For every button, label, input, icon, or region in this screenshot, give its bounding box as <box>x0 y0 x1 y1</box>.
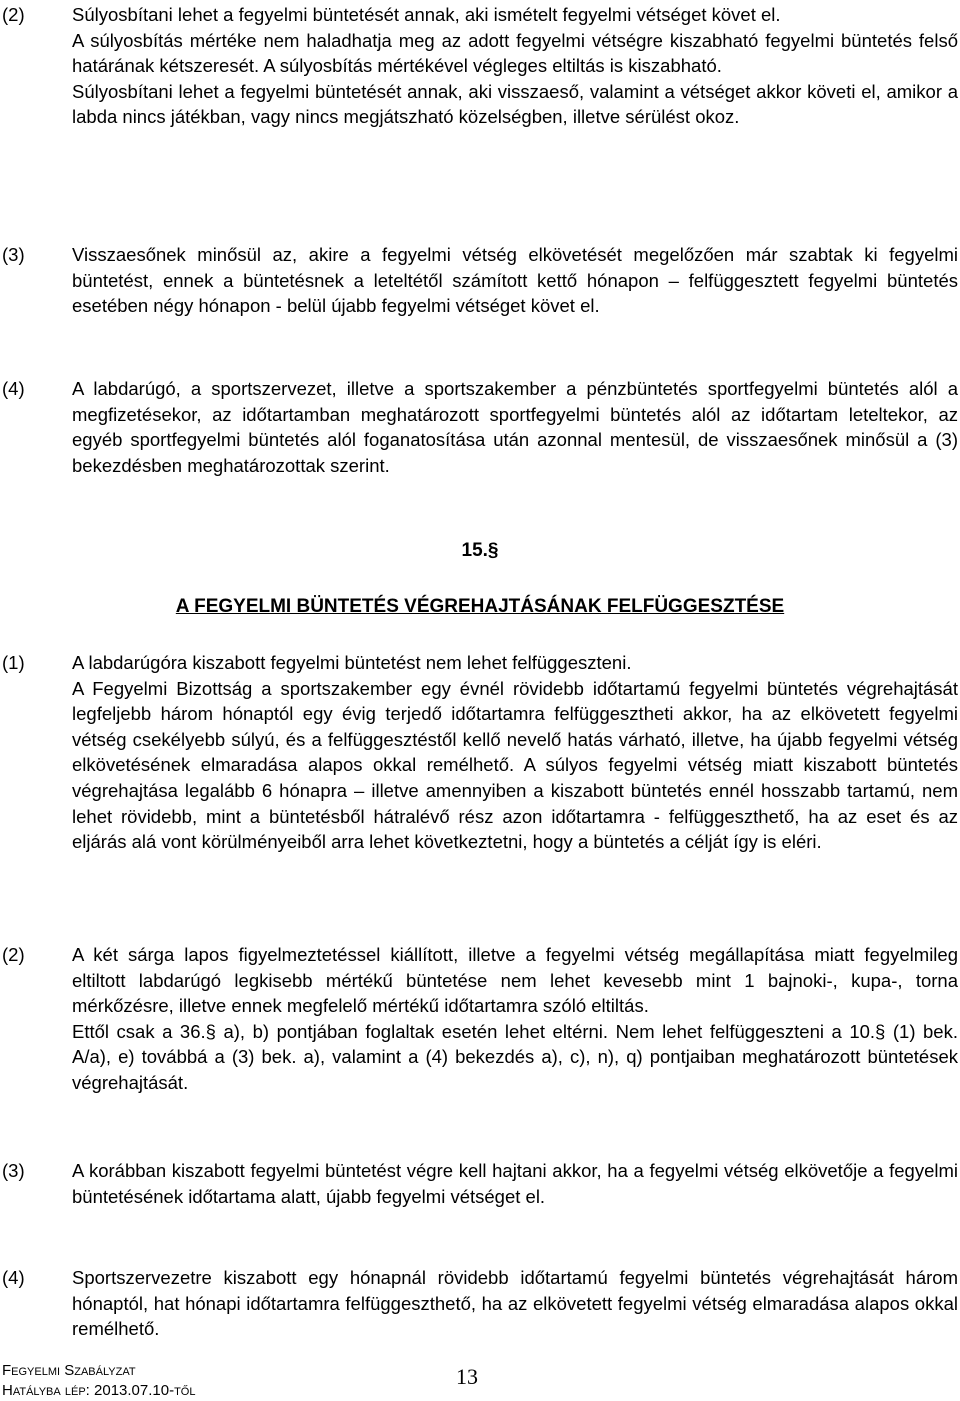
paragraph-line: A súlyosbítás mértéke nem haladhatja meg az adott fegyelmi vétségre kiszabható fegyelmi büntetés felső határának kétszeresét. A súlyosbítás mértékével végleges eltiltás is kiszabható. <box>72 29 958 77</box>
paragraph-line: A két sárga lapos figyelmeztetéssel kiállított, illetve a fegyelmi vétség megállapítása miatt fegyelmileg eltiltott labdarúgó legkisebb mértékű büntetése nem lehet kevesebb mint 1 bajnoki-, kupa-, torna mérkőzésre, illetve ennek megfelelő mértékű időtartamra szóló eltiltás. <box>72 944 958 1017</box>
paragraph-number: (3) <box>2 1160 25 1181</box>
paragraph-body <box>72 1158 958 1209</box>
paragraph-body <box>72 2 958 130</box>
paragraph-line: Sportszervezetre kiszabott egy hónapnál rövidebb időtartamú fegyelmi büntetés végrehajtását három hónaptól, hat hónapi időtartamra felfüggeszthető, ha az elkövetett fegyelmi vétség elmaradása alapos okkal remélhető. <box>72 1267 958 1340</box>
paragraph-body <box>72 1265 958 1342</box>
paragraph-line: Visszaesőnek minősül az, akire a fegyelmi vétség elkövetését megelőzően már szabtak ki fegyelmi büntetést, ennek a büntetésnek a leteltétől számított kettő hónapon – felfüggesztett fegyelmi büntetés esetében négy hónapon - belül újabb fegyelmi vétséget követ el. <box>72 244 958 317</box>
paragraph-line: A Fegyelmi Bizottság a sportszakember egy évnél rövidebb időtartamú fegyelmi büntetés végrehajtását legfeljebb három hónaptól egy évig terjedő időtartamra felfüggesztheti akkor, ha az elkövetett fegyelmi vétség csekélyebb súlyú, és a felfüggesztéstől kellő nevelő hatás várható, illetve, ha újabb fegyelmi vétség elkövetésének elmaradása alapos okkal remélhető. A súlyos fegyelmi vétség miatt kiszabott büntetés végrehajtása legalább 6 hónapra – illetve amennyiben a kiszabott büntetés ennél hosszabb tartamú, nem lehet rövidebb, mint a büntetésből hátralévő rész azon időtartamra - felfüggeszthető, ha az eset és az eljárás alá vont körülményeiből arra lehet következtetni, hogy a büntetés a célját így is eléri. <box>72 677 958 853</box>
footer-effective-date: Hatályba lép: 2013.07.10-től <box>2 1382 196 1399</box>
paragraph-number: (2) <box>2 944 25 965</box>
paragraph-body <box>72 242 958 319</box>
paragraph-body <box>72 942 958 1096</box>
paragraph-body <box>72 376 958 478</box>
paragraph-line: A korábban kiszabott fegyelmi büntetést végre kell hajtani akkor, ha a fegyelmi vétség elkövetője a fegyelmi büntetésének időtartama alatt, újabb fegyelmi vétséget el. <box>72 1160 958 1207</box>
section-number: 15.§ <box>461 540 499 561</box>
paragraph-number: (1) <box>2 652 25 673</box>
paragraph-number: (4) <box>2 378 25 399</box>
paragraph-body <box>72 650 958 855</box>
paragraph-number: (3) <box>2 244 25 265</box>
paragraph-line: Ettől csak a 36.§ a), b) pontjában foglaltak esetén lehet eltérni. Nem lehet felfüggeszteni a 10.§ (1) bek. A/a), e) továbbá a (3) bek. a), valamint a (4) bekezdés a), c), n), q) pontjaiban meghatározott büntetések végrehajtását. <box>72 1020 958 1093</box>
paragraph-line: A labdarúgóra kiszabott fegyelmi büntetést nem lehet felfüggeszteni. <box>72 652 632 673</box>
paragraph-line: Súlyosbítani lehet a fegyelmi büntetését annak, aki visszaeső, valamint a vétséget akkor követi el, amikor a labda nincs játékban, vagy nincs megjátszható közelségben, illetve sérülést okoz. <box>72 80 958 128</box>
section-title: A FEGYELMI BÜNTETÉS VÉGREHAJTÁSÁNAK FELFÜGGESZTÉSE <box>175 596 785 617</box>
paragraph-number: (4) <box>2 1267 25 1288</box>
paragraph-number: (2) <box>2 4 25 25</box>
paragraph-line: Súlyosbítani lehet a fegyelmi büntetését annak, aki ismételt fegyelmi vétséget követ el. <box>72 4 781 25</box>
footer-document-name: Fegyelmi Szabályzat <box>2 1362 136 1379</box>
page-number: 13 <box>456 1364 478 1389</box>
paragraph-line: A labdarúgó, a sportszervezet, illetve a sportszakember a pénzbüntetés sportfegyelmi büntetés alól a megfizetésekor, az időtartamban meghatározott sportfegyelmi büntetés alól az időtartam leteltekor, az egyéb sportfegyelmi büntetés alól foganatosítása után azonnal mentesül, de visszaesőnek minősül a (3) bekezdésben meghatározottak szerint. <box>72 378 958 476</box>
